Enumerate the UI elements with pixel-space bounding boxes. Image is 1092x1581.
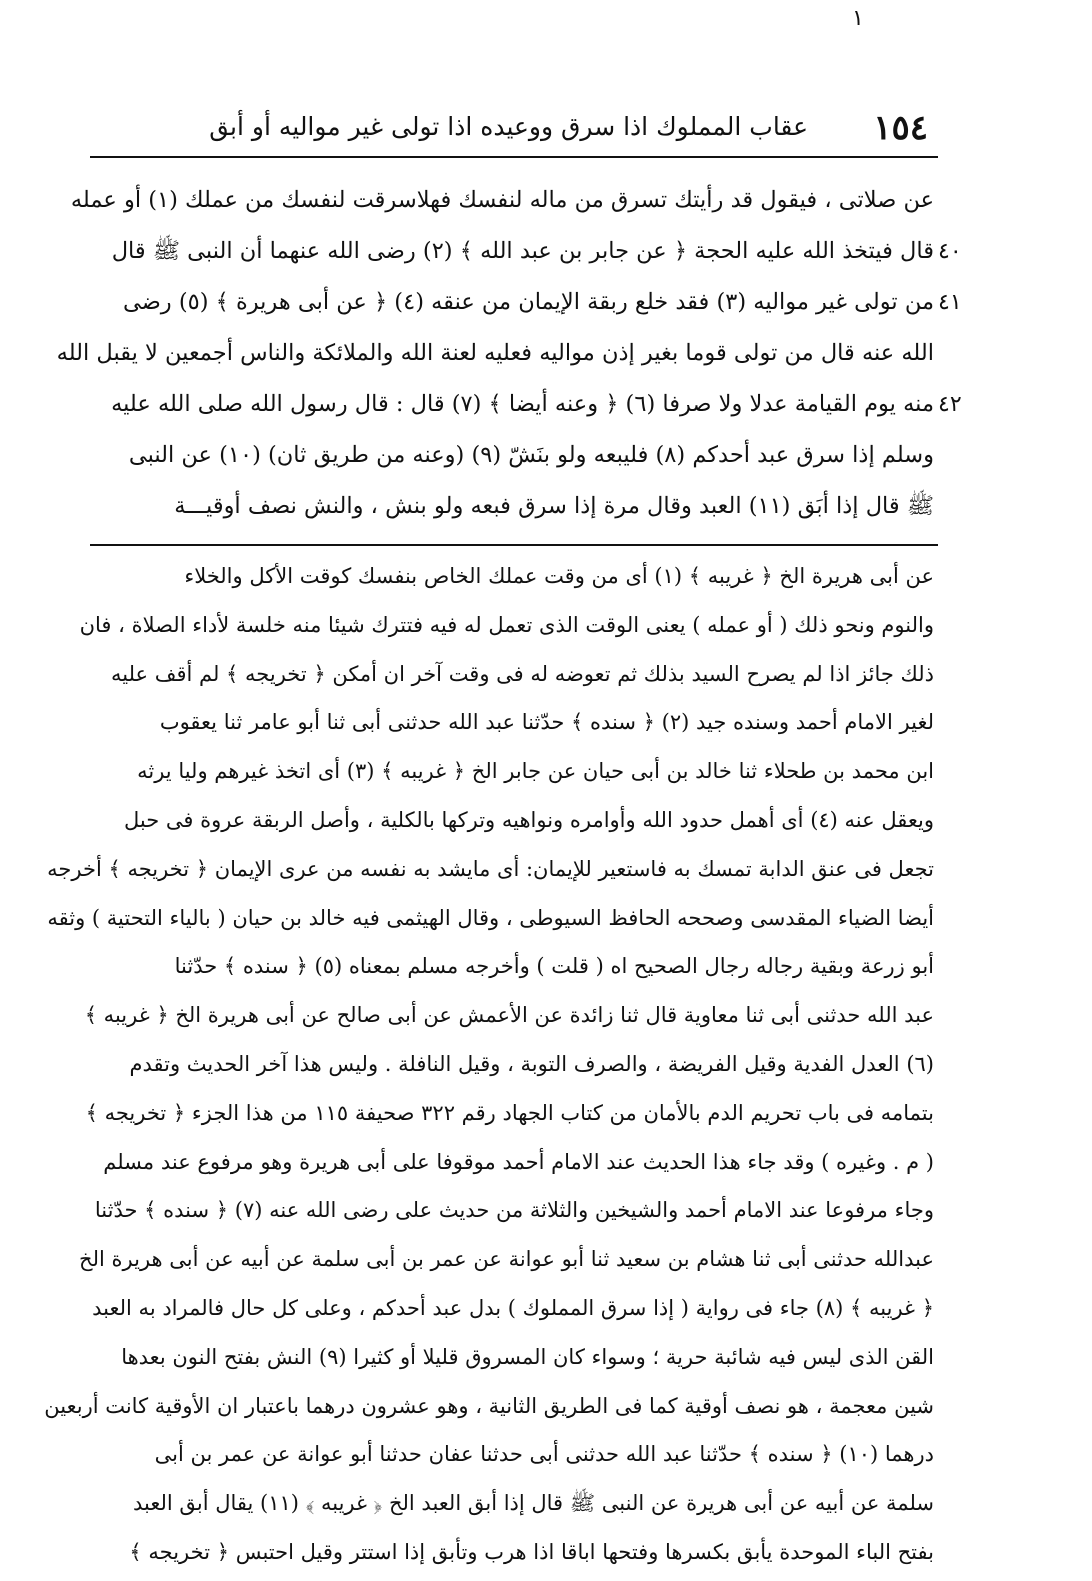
footnote-line: ﴿ غريبه ﴾ (٨) جاء فى رواية ( إذا سرق المملوك ) بدل عبد أحدكم ، وعلى كل حال فالمراد به العبد (92, 1295, 934, 1320)
footnote-line: سلمة عن أبيه عن أبى هريرة عن النبى ﷺ قال إذا أبق العبد الخ ﴿ غريبه ﴾ (١١) يقال أبق العبد (132, 1491, 934, 1516)
footnote-line: أيضا الضياء المقدسى وصححه الحافظ السيوطى ، وقال الهيثمى فيه خالد بن حيان ( بالياء التحتية ) وثقه (47, 905, 934, 930)
main-line-text: عن صلاتى ، فيقول قد رأيتك تسرق من ماله لنفسك فهلاسرقت لنفسك من عملك (١) أو عمله (70, 187, 934, 213)
footnote-line: عن أبى هريرة الخ ﴿ غريبه ﴾ (١) أى من وقت عملك الخاص بنفسك كوقت الأكل والخلاء (184, 564, 934, 588)
main-line-text: ﷺ قال إذا أبَق (١١) العبد وقال مرة إذا سرق فبعه ولو بنش ، والنش نصف أوقيـــة (174, 493, 934, 519)
main-line (92, 384, 934, 435)
main-line (70, 180, 934, 231)
main-line (92, 486, 934, 537)
footnote-line: لغير الامام أحمد وسنده جيد (٢) ﴿ سنده ﴾ حدّثنا عبد الله حدثنى أبى ثنا أبو عامر ثنا يعقوب (159, 710, 934, 735)
page-number: ١٥٤ (873, 108, 928, 148)
footnote-line: تجعل فى عنق الدابة تمسك به فاستعير للإيمان: أى مايشد به نفسه من عرى الإيمان ﴿ تخريجه ﴾ أخرجه (47, 856, 934, 881)
footnote-line: شين معجمة ، هو نصف أوقية كما فى الطريق الثانية ، وهو عشرون درهما باعتبار ان الأوقية كانت أربعين (44, 1393, 934, 1418)
main-line (92, 435, 934, 486)
footnote-line: ( م . وغيره ) وقد جاء هذا الحديث عند الامام أحمد موقوفا على أبى هريرة وهو مرفوع عند مسلم (103, 1149, 934, 1174)
footnote-line: عبدالله حدثنى أبى ثنا هشام بن سعيد ثنا أبو عوانة عن عمر بن أبى سلمة عن أبيه عن أبى هريرة الخ (79, 1247, 934, 1272)
footnotes (44, 556, 934, 1581)
main-line-text: منه يوم القيامة عدلا ولا صرفا (٦) ﴿ وعنه أيضا ﴾ (٧) قال : قال رسول الله صلى الله عليه (111, 391, 934, 417)
chapter-title: عقاب المملوك اذا سرق ووعيده اذا تولى غير مواليه أو أبق (209, 112, 808, 141)
main-line-text: من تولى غير مواليه (٣) فقد خلع ربقة الإيمان من عنقه (٤) ﴿ عن أبى هريرة ﴾ (٥) رضى (122, 289, 934, 315)
footnote-line: ويعقل عنه (٤) أى أهمل حدود الله وأوامره ونواهيه وتركها بالكلية ، وأصل الربقة عروة فى حبل (123, 807, 934, 832)
main-line-text: وسلم إذا سرق عبد أحدكم (٨) فليبعه ولو بنَشّ (٩) (وعنه من طريق ثان) (١٠) عن النبى (128, 442, 934, 468)
footnote-line: والنوم ونحو ذلك ( أو عمله ) يعنى الوقت الذى تعمل له فيه فتترك شيئا منه خلسة لأداء الصلاة ، فان (79, 612, 934, 637)
footnote-line: أبو زرعة وبقية رجاله رجال الصحيح اه ( قلت ) وأخرجه مسلم بمعناه (٥) ﴿ سنده ﴾ حدّثنا (174, 954, 934, 979)
main-line (92, 231, 934, 282)
footnote-line: عبد الله حدثنى أبى ثنا معاوية قال ثنا زائدة عن الأعمش عن أبى صالح عن أبى هريرة الخ ﴿ غريبه ﴾ (84, 1003, 934, 1028)
footnote-line: ابن محمد بن طحلاء ثنا خالد بن أبى حيان عن جابر الخ ﴿ غريبه ﴾ (٣) أى اتخذ غيرهم وليا يرثه (137, 759, 934, 784)
running-header (90, 108, 938, 154)
main-line (56, 333, 934, 384)
header-rule (90, 156, 938, 158)
hadith-number: ٤١ (938, 290, 962, 315)
hadith-number: ٤٢ (938, 392, 962, 417)
footnote-line: (٦) العدل الفدية وقيل الفريضة ، والصرف التوبة ، وقيل النافلة . وليس هذا آخر الحديث وتقدم (129, 1051, 934, 1076)
footnote-separator (90, 544, 938, 546)
main-line (92, 282, 934, 333)
main-line-text: قال فيتخذ الله عليه الحجة ﴿ عن جابر بن عبد الله ﴾ (٢) رضى الله عنهما أن النبى ﷺ قال (111, 238, 934, 264)
footnote-line: بتمامه فى باب تحريم الدم بالأمان من كتاب الجهاد رقم ٣٢٢ صحيفة ١١٥ من هذا الجزء ﴿ تخريجه ﴾ (85, 1100, 934, 1125)
hadith-number: ٤٠ (938, 239, 962, 264)
footnote-line: وجاء مرفوعا عند الامام أحمد والشيخين والثلاثة من حديث على رضى الله عنه (٧) ﴿ سنده ﴾ حدّثنا (94, 1198, 934, 1223)
main-line-text: الله عنه قال من تولى قوما بغير إذن مواليه فعليه لعنة الله والملائكة والناس أجمعين لا يقبل الله (56, 340, 934, 366)
main-text (56, 180, 962, 537)
corner-mark: ١ (852, 6, 864, 31)
footnote-line: ذلك جائز اذا لم يصرح السيد بذلك ثم تعوضه له فى وقت آخر ان أمكن ﴿ تخريجه ﴾ لم أقف عليه (110, 661, 934, 686)
footnote-line: القن الذى ليس فيه شائبة حرية ؛ وسواء كان المسروق قليلا أو كثيرا (٩) النش بفتح النون بعدها (121, 1344, 934, 1369)
footnote-line: بفتح الباء الموحدة يأبق بكسرها وفتحها اباقا اذا هرب وتأبق إذا استتر وقيل احتبس ﴿ تخريجه ﴾ (129, 1539, 934, 1564)
footnote-line: درهما (١٠) ﴿ سنده ﴾ حدّثنا عبد الله حدثنى أبى حدثنا عفان حدثنا أبو عوانة عن عمر بن أبى (154, 1442, 934, 1467)
